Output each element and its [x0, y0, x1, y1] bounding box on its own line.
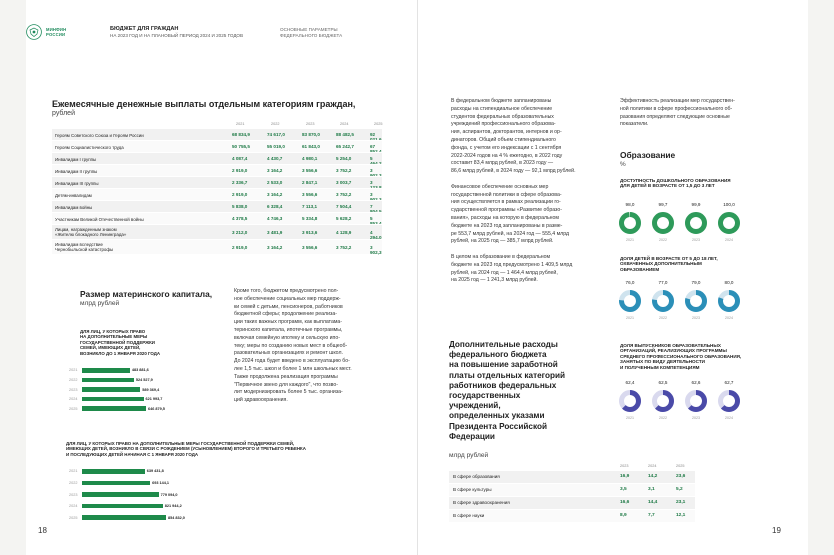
payments-cell: 4 294,0: [370, 229, 382, 240]
payments-row-label: [55, 227, 230, 237]
right-text-line: фонда, с учетом его индексации с 1 сентября: [451, 144, 562, 151]
left-text-line: ное обеспечение социальных мер поддерж-: [234, 295, 341, 302]
payments-row: [52, 176, 382, 188]
donut-year-label: 2022: [659, 238, 667, 242]
salaries-title-line: работников федеральных: [449, 380, 557, 390]
payments-row: [52, 239, 382, 254]
education-group-title-line: СРЕДНЕГО ПРОФЕССИОНАЛЬНОГО ОБРАЗОВАНИЯ,: [620, 353, 742, 359]
salaries-cell: 8,9: [620, 513, 627, 518]
salaries-cell: 3,5: [620, 487, 627, 492]
left-text-line: лит модернизировать более 5 тыс. организа-: [234, 389, 343, 396]
bar-value-label: 646 879,5: [148, 406, 165, 411]
payments-row-label: [55, 217, 230, 222]
education-group-title-line: ДОЛЯ ВЫПУСКНИКОВ ОБРАЗОВАТЕЛЬНЫХ: [620, 343, 721, 348]
donut-arc: [688, 215, 705, 232]
left-text-line: теринского капитала, ипотечные программы,: [234, 326, 343, 333]
salaries-title-line: Президента Российской: [449, 421, 547, 431]
right-text-line: [451, 246, 599, 254]
bar: [82, 492, 159, 497]
payments-cell: 3 164,2: [267, 168, 283, 173]
right-text-line: вания», расходы на которую в федеральном: [451, 214, 559, 221]
salaries-title-line: определенных указами: [449, 411, 545, 421]
bar-year-label: 2021: [69, 368, 78, 373]
payments-row-label-line1: Героям Социалистического труда: [55, 144, 124, 150]
right-text-line: студентов федеральных образовательных: [451, 113, 554, 120]
right-text-line: В федеральном бюджете запланированы: [451, 98, 552, 104]
payments-cell: 3 752,2: [336, 244, 352, 250]
salaries-year-2025: 2025: [676, 464, 685, 468]
efficiency-text-line: разования определяют следующие основные: [620, 113, 730, 120]
left-text-line: ции таких важных программ, как выплатама-: [234, 319, 343, 326]
payments-cell: 67: [370, 144, 376, 149]
right-text-line: рублей, на 2024 год — 1 464,4 млрд рублей,: [451, 269, 558, 276]
left-text-line: ки семей с детьми, пенсионеров, работников: [234, 303, 343, 310]
salaries-title-line: учреждений,: [449, 401, 501, 411]
right-text-line: Финансовое обеспечение основных мер: [451, 183, 549, 190]
payments-row: [52, 128, 382, 140]
bar-value-label: 589 369,4: [142, 387, 160, 392]
salaries-unit: млрд рублей: [449, 452, 489, 459]
efficiency-text: [620, 98, 770, 129]
payments-cell: 55 019,0: [267, 144, 285, 149]
page-number-right: 19: [772, 526, 781, 535]
bar-value-label: 779 094,0: [160, 492, 178, 497]
left-text-line: Также продолжена реализация программы: [234, 373, 338, 380]
left-text-line: До 2024 года будет введено в эксплуатацию бо-: [234, 358, 350, 365]
payments-year-2022: 2022: [271, 122, 280, 126]
salaries-row: [449, 471, 695, 483]
donut-chart: [717, 211, 741, 235]
left-text-line: Кроме того, бюджетом предусмотрено пол-: [234, 288, 339, 294]
salaries-row: [449, 510, 695, 522]
bar-year-label: 2024: [69, 504, 78, 509]
payments-row-label: [55, 133, 230, 138]
donut-chart: [651, 289, 675, 313]
payments-cell: 3 003,7: [336, 180, 352, 185]
salaries-title-line: государственных: [449, 391, 521, 401]
right-text-line: ре 553,7 млрд рублей, на 2024 год — 555,4 млрд: [451, 230, 569, 237]
right-text-line: рублей, на 2025 год — 385,7 млрд рублей.: [451, 238, 554, 245]
bar-value-label: 483 881,6: [131, 368, 149, 373]
bar: [82, 504, 163, 509]
donut-arc: [655, 215, 672, 232]
payments-cell: 3 556,6: [302, 192, 318, 197]
payments-cell: 7 504,4: [336, 204, 352, 209]
donut-chart: [618, 211, 642, 235]
left-text-line: лее 1,5 тыс. школ и более 1 млн школьных мест.: [234, 365, 352, 372]
payments-cell: 2 336,7: [232, 180, 248, 185]
right-text-line: ния осуществляется в рамках реализации го-: [451, 199, 561, 206]
donut-year-label: 2023: [692, 316, 700, 320]
donut-year-label: 2023: [692, 238, 700, 242]
donut-chart: [651, 211, 675, 235]
payments-cell: 3 913,6: [302, 229, 318, 235]
left-text-line: теку; меры по созданию новых мест в общеоб-: [234, 342, 348, 349]
payments-cell: 3 556,6: [302, 168, 318, 173]
bar-chart-title-line: ВОЗНИКЛО ДО 1 ЯНВАРЯ 2020 ГОДА: [80, 350, 161, 356]
right-text-line: учреждений профессионального образова-: [451, 121, 556, 128]
donut-year-label: 2021: [626, 238, 634, 242]
bar-chart-title-line: ДЛЯ ЛИЦ, У КОТОРЫХ ПРАВО: [80, 329, 146, 334]
donut-value-label: 99,7: [658, 202, 668, 207]
left-text-line: ций здравоохранения.: [234, 397, 288, 404]
left-text-line: включая семейную ипотеку и сельскую ипо-: [234, 334, 340, 341]
salaries-title-line: платы отдельных категорий: [449, 370, 566, 380]
payments-cell: 5 254,0: [336, 156, 352, 161]
salaries-cell: 16,6: [620, 500, 630, 505]
payments-row-label-line1: Лицам, награжденным знаком: [55, 227, 117, 232]
payments-row: [52, 140, 382, 152]
payments-year-2025: 2025: [374, 122, 383, 126]
donut-arc: [721, 215, 738, 232]
bar: [82, 481, 150, 486]
salaries-cell: 16,9: [620, 474, 630, 479]
left-text-line: бюджетной сферы; продолжение реализа-: [234, 311, 337, 318]
page-number-left: 18: [38, 526, 47, 535]
payments-cell: 5: [370, 156, 373, 161]
bar-value-label: 693 144,1: [152, 480, 169, 485]
spine-divider: [417, 0, 418, 555]
payments-cell: 3 752,2: [336, 192, 352, 197]
payments-row-label-line1: Героям Советского Союза и Героям России: [55, 132, 144, 138]
header-title: БЮДЖЕТ ДЛЯ ГРАЖДАН: [110, 26, 179, 32]
payments-cell: 4 430,7: [267, 156, 283, 161]
payments-cell: 3 164,2: [267, 192, 283, 197]
payments-row-label-line1: Участникам Великой Отечественной войны: [55, 216, 144, 222]
payments-row: [52, 152, 382, 164]
minfin-emblem-icon: [26, 24, 42, 40]
payments-cell: 65 242,7: [336, 144, 354, 149]
payments-cell: 2 919,0: [232, 192, 248, 197]
payments-row: [52, 200, 382, 212]
donut-chart: [651, 389, 675, 413]
donut-chart: [618, 289, 642, 313]
payments-cell: 5 334,8: [302, 216, 318, 221]
payments-cell: 4 128,9: [336, 229, 352, 235]
payments-row: [52, 212, 382, 224]
payments-cell: 3 212,0: [232, 229, 248, 235]
bar: [82, 387, 140, 392]
logo-line1: МИНФИН: [46, 27, 67, 32]
bar-chart-title-line: ДЛЯ ЛИЦ, У КОТОРЫХ ПРАВО НА ДОПОЛНИТЕЛЬНЫЕ МЕРЫ ГОСУДАРСТВЕННОЙ ПОДДЕРЖКИ СЕМЕЙ,: [66, 441, 295, 446]
payments-cell: 3 556,6: [302, 244, 318, 250]
payments-row-label: [55, 181, 230, 186]
payments-year-2024: 2024: [340, 122, 349, 126]
payments-cell: 68 834,9: [232, 132, 250, 137]
salaries-cell: 14,2: [648, 474, 658, 479]
bar-chart-title-line: ИМЕЮЩИХ ДЕТЕЙ, ВОЗНИКЛО В СВЯЗИ С РОЖДЕНИЕМ (УСЫНОВЛЕНИЕМ) ВТОРОГО И ТРЕТЬЕГО РЕБЕНКА: [66, 446, 306, 452]
header-section-line2: ФЕДЕРАЛЬНОГО БЮДЖЕТА: [280, 33, 343, 38]
payments-row-label-line1: Детям-инвалидам: [55, 192, 92, 198]
donut-year-label: 2021: [626, 416, 634, 420]
bar-year-label: 2025: [69, 515, 78, 520]
bar-year-label: 2024: [69, 397, 78, 402]
donut-year-label: 2024: [725, 316, 733, 320]
payments-cell: 4 087,4: [232, 156, 248, 161]
payments-title: Ежемесячные денежные выплаты отдельным категориям граждан,: [52, 99, 356, 109]
bar-chart-title-line: НА ДОПОЛНИТЕЛЬНЫЕ МЕРЫ: [80, 334, 148, 340]
bar-year-label: 2021: [69, 469, 78, 474]
efficiency-text-line: показатели.: [620, 121, 649, 128]
salaries-title-line: на повышение заработной: [449, 360, 558, 370]
salaries-cell: 12,1: [676, 513, 686, 518]
payments-row: [52, 164, 382, 176]
payments-row-label: [55, 157, 230, 162]
payments-cell: 2 919,0: [232, 168, 248, 173]
payments-row-label-line1: Инвалидам вследствие: [55, 242, 103, 247]
education-title: Образование: [620, 150, 676, 160]
donut-value-label: 62,5: [658, 380, 668, 385]
bar-year-label: 2025: [69, 406, 78, 411]
bar-year-label: 2023: [69, 387, 78, 392]
education-group-title-line: И ПОЛУЧЕННЫМ КОМПЕТЕНЦИЯМ: [620, 364, 700, 370]
salaries-row: [449, 484, 695, 496]
payments-row-label: [55, 145, 230, 150]
payments-row: [52, 188, 382, 200]
header-section-line1: ОСНОВНЫЕ ПАРАМЕТРЫ: [280, 27, 338, 32]
donut-year-label: 2021: [626, 316, 634, 320]
bar: [82, 515, 166, 520]
donut-value-label: 62,4: [625, 380, 635, 385]
payments-row-label: [55, 193, 230, 198]
donut-value-label: 77,0: [658, 280, 668, 285]
bar-year-label: 2023: [69, 492, 78, 497]
payments-cell: 92: [370, 132, 376, 137]
payments-cell: 3 902,3: [370, 244, 382, 255]
donut-year-label: 2022: [659, 416, 667, 420]
donut-chart: [618, 389, 642, 413]
payments-row-label: [55, 169, 230, 174]
bar: [82, 368, 130, 373]
payments-cell: 3 752,2: [336, 168, 352, 173]
salaries-cell: 7,7: [648, 513, 655, 518]
bar-chart-title-line: И ПОСЛЕДУЮЩИХ ДЕТЕЙ НАЧИНАЯ С 1 ЯНВАРЯ 2020 ГОДА: [66, 451, 199, 457]
right-text-line: 2022-2024 годов на 4 % ежегодно, в 2022 году: [451, 152, 563, 159]
education-group-title-line: ДОЛЯ ДЕТЕЙ В ВОЗРАСТЕ ОТ 5 ДО 18 ЛЕТ,: [620, 256, 718, 261]
bar: [82, 469, 145, 474]
payments-cell: 5 838,0: [232, 204, 248, 209]
salaries-title-line: Федерации: [449, 431, 495, 441]
right-body-text: [451, 98, 599, 285]
donut-chart: [684, 289, 708, 313]
donut-value-label: 98,0: [625, 202, 635, 207]
payments-row-label-line2: «Жителю блокадного Ленинграда»: [55, 232, 127, 237]
salaries-cell: 5,2: [676, 487, 683, 492]
salaries-cell: 23,6: [676, 474, 686, 479]
donut-chart: [684, 389, 708, 413]
salaries-cell: 3,1: [648, 487, 655, 492]
salaries-row-label: В сфере науки: [453, 513, 485, 518]
payments-cell: 2 847,1: [302, 180, 318, 185]
payments-row-label-line2: Чернобыльской катастрофы: [55, 247, 114, 252]
donut-arc: [622, 215, 639, 232]
payments-cell: 83 870,0: [302, 132, 320, 137]
left-text-line: "Первичное звено для каждого", что позво-: [234, 381, 338, 388]
payments-cell: 5: [370, 216, 373, 221]
donut-value-label: 99,9: [691, 202, 701, 207]
salaries-row-label: В сфере образования: [453, 474, 500, 479]
payments-cell: 3 164,2: [267, 244, 283, 250]
donut-value-label: 100,0: [723, 202, 735, 207]
payments-cell: 4 746,3: [267, 216, 283, 221]
education-group-title-line: ОХВАЧЕННЫХ ДОПОЛНИТЕЛЬНЫМ: [620, 261, 702, 267]
right-text-line: В целом на образование в федеральном: [451, 253, 551, 260]
right-text-line: составит 83,4 млрд рублей, в 2023 году —: [451, 160, 554, 167]
bar-chart-title-line: СЕМЕЙ, ИМЕЮЩИХ ДЕТЕЙ,: [80, 345, 141, 351]
salaries-year-2023: 2023: [620, 464, 629, 468]
donut-value-label: 80,0: [724, 280, 734, 285]
logo-line2: РОССИИ: [46, 32, 66, 37]
payments-cell: 5 628,2: [336, 216, 352, 221]
bar-value-label: 854 832,0: [168, 515, 185, 520]
salaries-cell: 14,4: [648, 500, 658, 505]
payments-cell: 2 919,0: [232, 244, 248, 250]
left-text-line: разовательных организациях и ремонт школ.: [234, 350, 343, 357]
education-group-title-line: ДЛЯ ДЕТЕЙ В ВОЗРАСТЕ ОТ 1,5 ДО 3 ЛЕТ: [620, 183, 715, 189]
payments-row-label-line1: Инвалидам II группы: [55, 168, 98, 174]
right-text-line: 86,6 млрд рублей, в 2024 году — 92,1 млрд рублей.: [451, 168, 576, 175]
bar: [82, 378, 134, 383]
bar-year-label: 2022: [69, 480, 78, 485]
payments-row-label-line1: Инвалидам войны: [55, 204, 93, 210]
payments-row-label-line1: Инвалидам I группы: [55, 156, 97, 162]
payments-row-label-line1: Инвалидам III группы: [55, 180, 99, 186]
right-text-line: на 2025 год — 1 241,3 млрд рублей.: [451, 277, 538, 284]
payments-year-2021: 2021: [236, 122, 245, 126]
payments-cell: 74 617,0: [267, 132, 285, 137]
efficiency-text-line: Эффективность реализации мер государствен-: [620, 98, 735, 104]
donut-value-label: 79,0: [691, 280, 701, 285]
salaries-row-label: В сфере культуры: [453, 487, 492, 492]
maternity-title: Размер материнского капитала,: [80, 289, 213, 299]
right-text-line: государственной политики в сфере образова-: [451, 191, 562, 198]
education-group-title-line: ЗАНЯТЫХ ПО ВИДУ ДЕЯТЕЛЬНОСТИ: [620, 359, 705, 365]
payments-cell: 88 482,5: [336, 132, 354, 137]
payments-cell: 4 378,5: [232, 216, 248, 221]
payments-cell: 7: [370, 204, 373, 209]
payments-cell: 3: [370, 180, 373, 185]
salaries-cell: 23,1: [676, 500, 686, 505]
payments-row-label: [55, 205, 230, 210]
bar: [82, 406, 146, 411]
salaries-title-line: федерального бюджета: [449, 350, 547, 360]
payments-cell: 50 755,5: [232, 144, 250, 149]
bar-value-label: 639 431,8: [146, 469, 164, 474]
education-group-title-line: ОБРАЗОВАНИЕМ: [620, 266, 660, 272]
donut-year-label: 2022: [659, 316, 667, 320]
right-text-line: бюджете на 2023 год запланированы в разме-: [451, 222, 563, 229]
bar: [82, 397, 144, 402]
right-text-line: ния, аспирантов, докторантов, интернов и ор-: [451, 129, 562, 136]
bar-value-label: 524 527,9: [135, 377, 153, 382]
donut-chart: [684, 211, 708, 235]
payments-cell: 2 533,0: [267, 180, 283, 185]
donut-year-label: 2024: [725, 238, 733, 242]
payments-cell: 4 980,1: [302, 156, 318, 161]
bar-value-label: 621 993,7: [145, 397, 163, 402]
education-group-title-line: ДОСТУПНОСТЬ ДОШКОЛЬНОГО ОБРАЗОВАНИЯ: [620, 178, 731, 183]
left-body-text: [234, 288, 384, 405]
donut-year-label: 2023: [692, 416, 700, 420]
logo-text: [46, 27, 66, 37]
header-subtitle: НА 2023 ГОД И НА ПЛАНОВЫЙ ПЕРИОД 2024 И 2025 ГОДОВ: [110, 33, 244, 38]
education-group-title-line: ОРГАНИЗАЦИЙ, РЕАЛИЗУЮЩИХ ПРОГРАММЫ: [620, 348, 727, 354]
payments-row-label: [55, 242, 230, 252]
salaries-year-2024: 2024: [648, 464, 657, 468]
payments-unit: рублей: [52, 110, 75, 117]
bar-value-label: 821 944,2: [164, 504, 182, 509]
payments-year-2023: 2023: [306, 122, 315, 126]
right-text-line: сударственной программы «Развитие образо-: [451, 207, 562, 214]
donut-chart: [717, 289, 741, 313]
salaries-row-label: В сфере здравоохранения: [453, 500, 510, 505]
donut-value-label: 76,0: [625, 280, 635, 285]
payments-cell: 61 843,0: [302, 144, 320, 149]
donut-value-label: 62,6: [691, 380, 701, 385]
salaries-title: [449, 340, 619, 442]
payments-cell: 3: [370, 192, 373, 197]
payments-row: [52, 224, 382, 239]
right-text-line: динаторов. Общий объем стипендиального: [451, 136, 556, 143]
right-text-line: расходы на стипендиальное обеспечение: [451, 105, 553, 112]
payments-cell: 3 481,9: [267, 229, 283, 235]
salaries-title-line: Дополнительные расходы: [449, 340, 558, 349]
right-text-line: бюджете на 2023 год предусмотрено 1 409,5 млрд: [451, 261, 573, 268]
payments-cell: 7 113,1: [302, 204, 318, 209]
donut-value-label: 62,7: [724, 380, 734, 385]
right-text-line: [451, 176, 599, 184]
salaries-row: [449, 497, 695, 509]
efficiency-text-line: ной политики в сфере профессионального об-: [620, 105, 733, 112]
bar-year-label: 2022: [69, 377, 78, 382]
bar-chart-title-line: ГОСУДАРСТВЕННОЙ ПОДДЕРЖКИ: [80, 339, 155, 345]
payments-cell: 6 328,4: [267, 204, 283, 209]
donut-year-label: 2024: [725, 416, 733, 420]
education-unit: %: [620, 161, 626, 168]
donut-chart: [717, 389, 741, 413]
header-section: [280, 27, 370, 39]
maternity-unit: млрд рублей: [80, 300, 120, 307]
payments-cell: 3: [370, 168, 373, 173]
